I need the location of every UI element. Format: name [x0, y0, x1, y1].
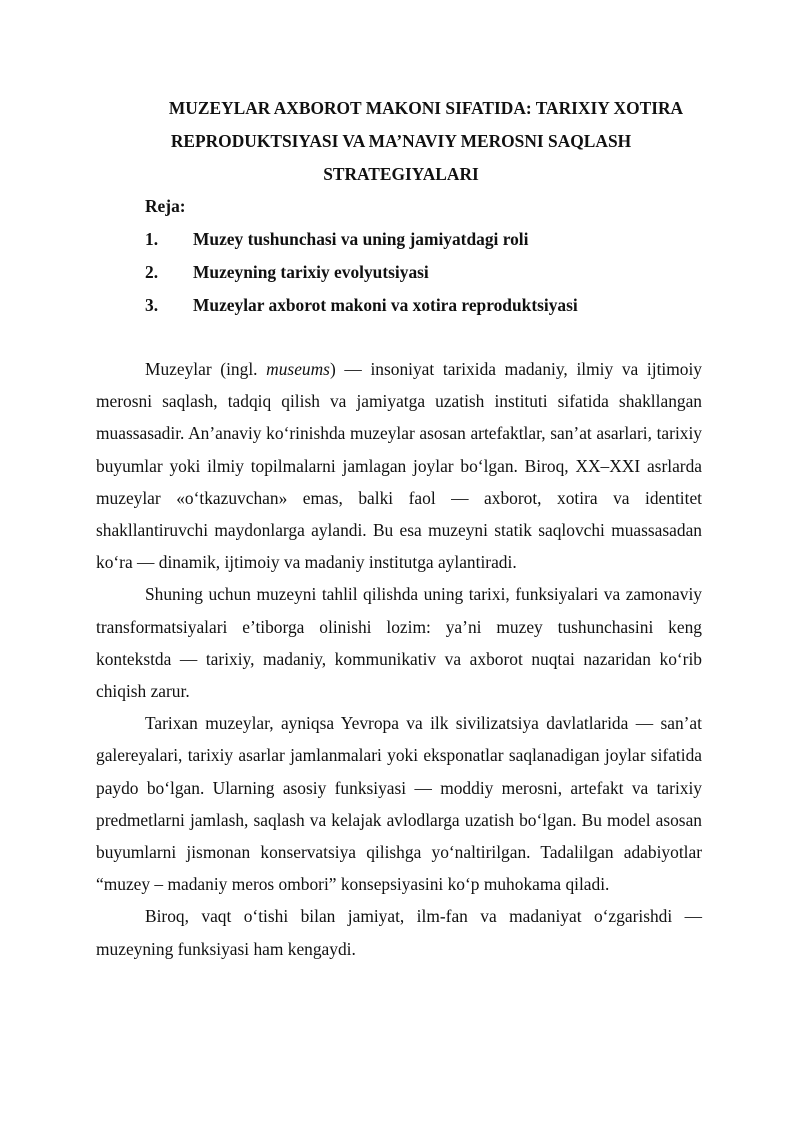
plan-item-text: Muzeyning tarixiy evolyutsiyasi — [193, 262, 429, 282]
document-title: MUZEYLAR AXBOROT MAKONI SIFATIDA: TARIXIY XOTIRA REPRODUKTSIYASI VA MA’NAVIY MEROSNI SAQLASH STRATEGIYALARI — [168, 98, 684, 184]
plan-item-number: 2. — [145, 262, 159, 282]
plan-item-number: 3. — [145, 295, 159, 315]
paragraph-history: Tarixan muzeylar, ayniqsa Yevropa va ilk sivilizatsiya davlatlarida — san’at galereyalari, tarixiy asarlar jamlanmalari yoki eksponatlar saqlanadigan joylar sifatida paydo bo‘lgan. Ularning asosiy funksiyasi — moddiy merosni, artefakt va tarixiy predmetlarni jamlash, saqlash va kelajak avlodlarga uzatish bo‘lgan. Bu model asosan buyumlarni jismonan konservatsiya qilishga yo‘naltirilgan. Tadalilgan adabiyotlar “muzey – madaniy meros ombori” konsepsiyasini ko‘p muhokama qiladi. — [96, 713, 702, 895]
plan-list — [145, 223, 578, 322]
plan-item-text: Muzeylar axborot makoni va xotira reproduktsiyasi — [193, 295, 578, 315]
paragraph-intro-rest: ) — insoniyat tarixida madaniy, ilmiy va ijtimoiy merosni saqlash, tadqiq qilish va jamiyatga uzatish instituti sifatida shakllangan muassasadir. An’anaviy ko‘rinishda muzeylar asosan artefaktlar, san’at asarlari, tarixiy buyumlar yoki ilmiy topilmalarni jamlagan joylar bo‘lgan. Biroq, XX–XXI asrlarda muzeylar «o‘tkazuvchan» emas, balki faol — axborot, xotira va identitet shakllantiruvchi maydonlarga aylandi. Bu esa muzeyni statik saqlovchi muassasadan ko‘ra — dinamik, ijtimoiy va madaniy institutga aylantiradi. — [96, 359, 702, 573]
plan-item-number: 1. — [145, 229, 159, 249]
plan-item — [145, 256, 578, 289]
italic-term: museums — [266, 359, 330, 379]
paragraph-intro — [96, 353, 702, 578]
plan-item-text: Muzey tushunchasi va uning jamiyatdagi roli — [193, 229, 529, 249]
paragraph-transition: Biroq, vaqt o‘tishi bilan jamiyat, ilm-fan va madaniyat o‘zgarishdi — muzeyning funksiyasi ham kengaydi. — [96, 906, 702, 959]
plan-item — [145, 289, 578, 322]
plan-heading: Reja: — [145, 196, 186, 216]
paragraph-analysis: Shuning uchun muzeyni tahlil qilishda uning tarixi, funksiyalari va zamonaviy transformatsiyalari e’tiborga olinishi lozim: ya’ni muzey tushunchasini keng kontekstda — tarixiy, madaniy, kommunikativ va axborot nuqtai nazaridan ko‘rib chiqish zarur. — [96, 584, 702, 702]
body-text — [96, 353, 702, 965]
plan-item — [145, 223, 578, 256]
paragraph-intro-start: Muzeylar (ingl. — [145, 359, 267, 379]
